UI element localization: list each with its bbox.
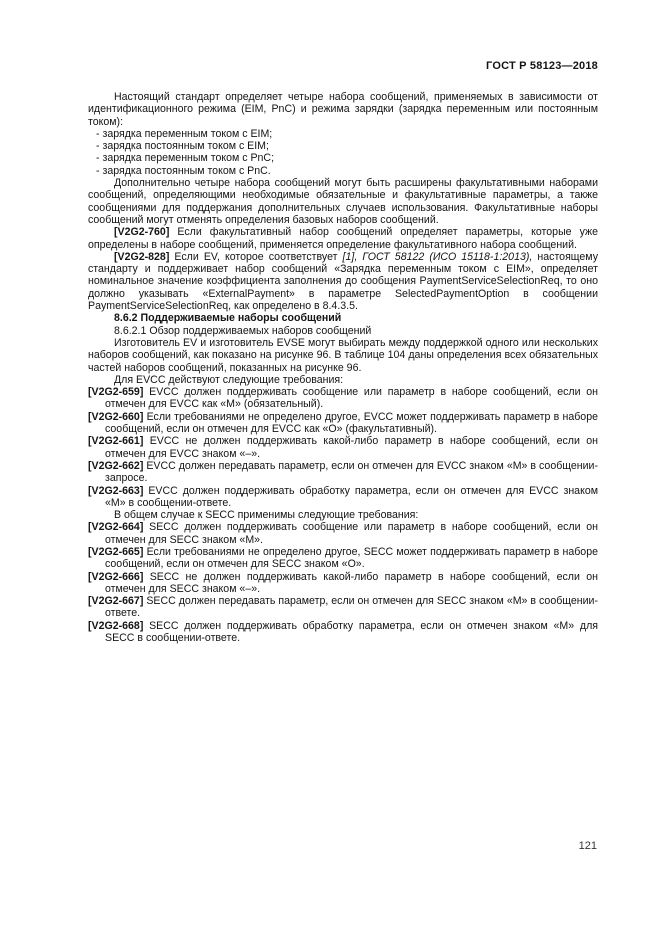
requirement-label: [V2G2-668] — [88, 619, 144, 632]
requirement-text: EVCC должен поддерживать сообщение или параметр в наборе сообщений, если он отмечен для EVCC как «М» (обязательный). — [105, 386, 598, 411]
requirement-label: [V2G2-665] — [88, 545, 144, 558]
requirement-v2g2-668 — [88, 620, 598, 645]
requirement-v2g2-760 — [88, 226, 598, 251]
requirement-v2g2-667 — [88, 595, 598, 620]
requirement-text: EVCC должен передавать параметр, если он отмечен для EVCC знаком «М» в сообщении-запросе. — [105, 459, 598, 485]
list-item: - зарядка постоянным током с PnC. — [96, 164, 271, 177]
paragraph-additional: Дополнительно четыре набора сообщений могут быть расширены факультативными наборами сообщений, определяющими необходимые обязательные и факультативные параметры, а также сообщениями для поддержания дополнительных случаев использования. Факультативные наборы сообщений могут отменять определения базовых наборов сообщений. — [88, 177, 598, 226]
requirement-v2g2-662 — [88, 460, 598, 485]
requirement-label: [V2G2-666] — [88, 570, 144, 583]
document-body — [88, 91, 598, 644]
list-item: - зарядка переменным током с EIM; — [96, 127, 273, 140]
doc-code: ГОСТ Р 58123—2018 — [486, 60, 598, 72]
heading-8-6-2: 8.6.2 Поддерживаемые наборы сообщений — [114, 312, 342, 325]
requirement-v2g2-660 — [88, 411, 598, 436]
requirement-label: [V2G2-662] — [88, 459, 144, 472]
requirement-text: EVCC должен поддерживать обработку параметра, если он отмечен для EVCC знаком «М» в сообщении-ответе. — [105, 484, 598, 509]
requirement-v2g2-663 — [88, 485, 598, 510]
requirement-v2g2-828 — [88, 251, 598, 312]
requirement-text: EVCC не должен поддерживать какой-либо параметр в наборе сообщений, если он отмечен для EVCC знаком «–». — [105, 435, 598, 460]
paragraph-intro: Настоящий стандарт определяет четыре набора сообщений, применяемых в зависимости от идентификационного режима (EIM, PnC) и режима зарядки (зарядка переменным или постоянным током): — [88, 91, 598, 128]
charge-mode-list — [88, 128, 598, 177]
list-item: - зарядка переменным током с PnC; — [96, 152, 275, 165]
requirement-text: Если требованиями не определено другое, EVCC может поддерживать параметр в наборе сообщений, если он отмечен для EVCC как «О» (факультативный). — [105, 410, 598, 436]
requirement-label: [V2G2-760] — [114, 226, 170, 239]
requirement-label: [V2G2-660] — [88, 410, 144, 423]
requirement-text: Если требованиями не определено другое, SECC может поддерживать параметр в наборе сообщений, если он отмечен для SECC знаком «О». — [105, 545, 598, 571]
paragraph-secc-intro: В общем случае к SECC применимы следующие требования: — [114, 509, 419, 522]
requirement-label: [V2G2-667] — [88, 595, 144, 608]
requirement-text: настоящему стандарту и поддерживает набор сообщений «Зарядка переменным током с EIM», определяет номинальное значение коэффициента заполнения до сообщения PaymentServiceSelectionReq, то оно должно указывать «ExternalPayment» в параметре SelectedPaymentOption в сообщении PaymentServiceSelectionReq, как определено в 8.4.3.5. — [88, 250, 598, 313]
requirement-v2g2-661 — [88, 435, 598, 460]
reference-citation: [1], ГОСТ 58122 (ИСО 15118-1:2013), — [342, 250, 533, 263]
paragraph-overview: Изготовитель EV и изготовитель EVSE могут выбирать между поддержкой одного или нескольких наборов сообщений, как показано на рисунке 96. В таблице 104 даны определения всех обязательных частей наборов сообщений, показанных на рисунке 96. — [88, 336, 598, 374]
requirement-v2g2-665 — [88, 546, 598, 571]
requirement-text: SECC не должен поддерживать какой-либо параметр в наборе сообщений, если он отмечен для SECC знаком «–». — [105, 570, 598, 595]
requirement-v2g2-659 — [88, 386, 598, 411]
requirement-text: SECC должен передавать параметр, если он отмечен для SECC знаком «М» в сообщении-ответе. — [105, 595, 598, 620]
requirement-label: [V2G2-828] — [114, 250, 170, 263]
requirement-label: [V2G2-664] — [88, 521, 144, 534]
page-number: 121 — [578, 840, 597, 852]
heading-8-6-2-1: 8.6.2.1 Обзор поддерживаемых наборов сообщений — [114, 324, 372, 337]
requirement-label: [V2G2-659] — [88, 386, 144, 399]
requirement-text: Если EV, которое соответствует — [174, 250, 338, 263]
requirement-label: [V2G2-663] — [88, 484, 144, 497]
paragraph-evcc-intro: Для EVCC действуют следующие требования: — [114, 373, 344, 386]
list-item: - зарядка постоянным током с EIM; — [96, 140, 269, 153]
document-header — [88, 60, 598, 72]
requirement-v2g2-666 — [88, 571, 598, 596]
requirement-text: SECC должен поддерживать обработку параметра, если он отмечен знаком «М» для SECC в сообщении-ответе. — [105, 619, 598, 645]
requirement-v2g2-664 — [88, 521, 598, 546]
requirement-text: SECC должен поддерживать сообщение или параметр в наборе сообщений, если он отмечен для SECC знаком «М». — [105, 521, 598, 546]
requirement-label: [V2G2-661] — [88, 435, 144, 448]
requirement-text: Если факультативный набор сообщений определяет параметры, которые уже определены в наборе сообщений, применяется определение факультативного набора сообщений. — [88, 226, 598, 251]
